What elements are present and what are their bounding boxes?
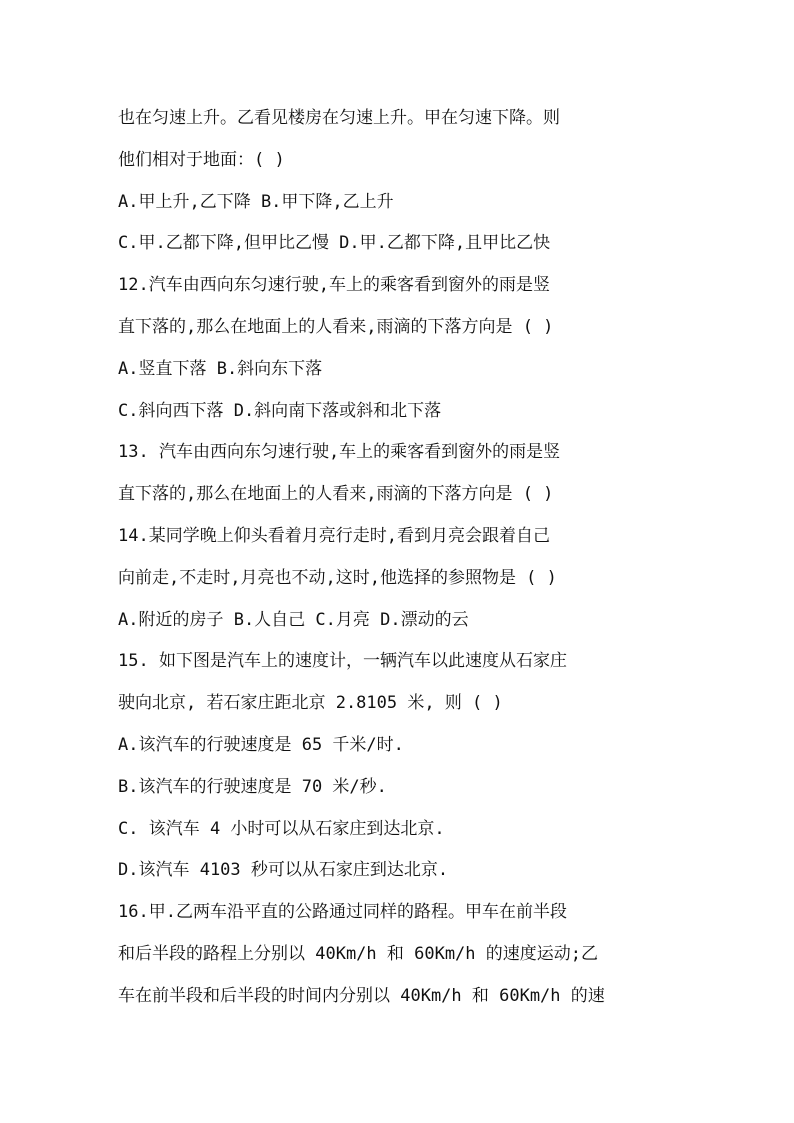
- text-line: 13. 汽车由西向东匀速行驶,车上的乘客看到窗外的雨是竖: [118, 442, 561, 463]
- text-line: C.甲.乙都下降,但甲比乙慢 D.甲.乙都下降,且甲比乙快: [118, 233, 551, 254]
- text-line: 向前走,不走时,月亮也不动,这时,他选择的参照物是 ( ): [118, 567, 557, 588]
- text-line: 15. 如下图是汽车上的速度计，一辆汽车以此速度从石家庄: [118, 651, 567, 672]
- text-line: 直下落的,那么在地面上的人看来,雨滴的下落方向是 ( ): [118, 484, 554, 505]
- text-line: 和后半段的路程上分别以 40Km/h 和 60Km/h 的速度运动;乙: [118, 943, 598, 964]
- document-text: [118, 98, 678, 1018]
- text-line: B.该汽车的行驶速度是 70 米/秒.: [118, 776, 387, 797]
- text-line: A.甲上升,乙下降 B.甲下降,乙上升: [118, 191, 394, 212]
- text-line: A.竖直下落 B.斜向东下落: [118, 358, 323, 379]
- text-line: 驶向北京, 若石家庄距北京 2.8105 米, 则 ( ): [118, 693, 503, 714]
- text-line: 也在匀速上升。乙看见楼房在匀速上升。甲在匀速下降。则: [118, 108, 560, 128]
- text-line: C. 该汽车 4 小时可以从石家庄到达北京.: [118, 818, 445, 839]
- text-line: 14.某同学晚上仰头看着月亮行走时,看到月亮会跟着自己: [118, 525, 550, 546]
- text-line: A.该汽车的行驶速度是 65 千米/时.: [118, 734, 404, 755]
- text-line: 直下落的,那么在地面上的人看来,雨滴的下落方向是 ( ): [118, 316, 554, 337]
- text-line: C.斜向西下落 D.斜向南下落或斜和北下落: [118, 400, 442, 421]
- text-line: D.该汽车 4103 秒可以从石家庄到达北京.: [118, 860, 449, 881]
- text-line: 他们相对于地面：( ): [118, 149, 285, 170]
- text-line: 12.汽车由西向东匀速行驶,车上的乘客看到窗外的雨是竖: [118, 275, 550, 296]
- text-line: 16.甲.乙两车沿平直的公路通过同样的路程。甲车在前半段: [118, 902, 567, 923]
- text-line: 车在前半段和后半段的时间内分别以 40Km/h 和 60Km/h 的速: [118, 985, 605, 1006]
- text-line: A.附近的房子 B.人自己 C.月亮 D.漂动的云: [118, 609, 469, 630]
